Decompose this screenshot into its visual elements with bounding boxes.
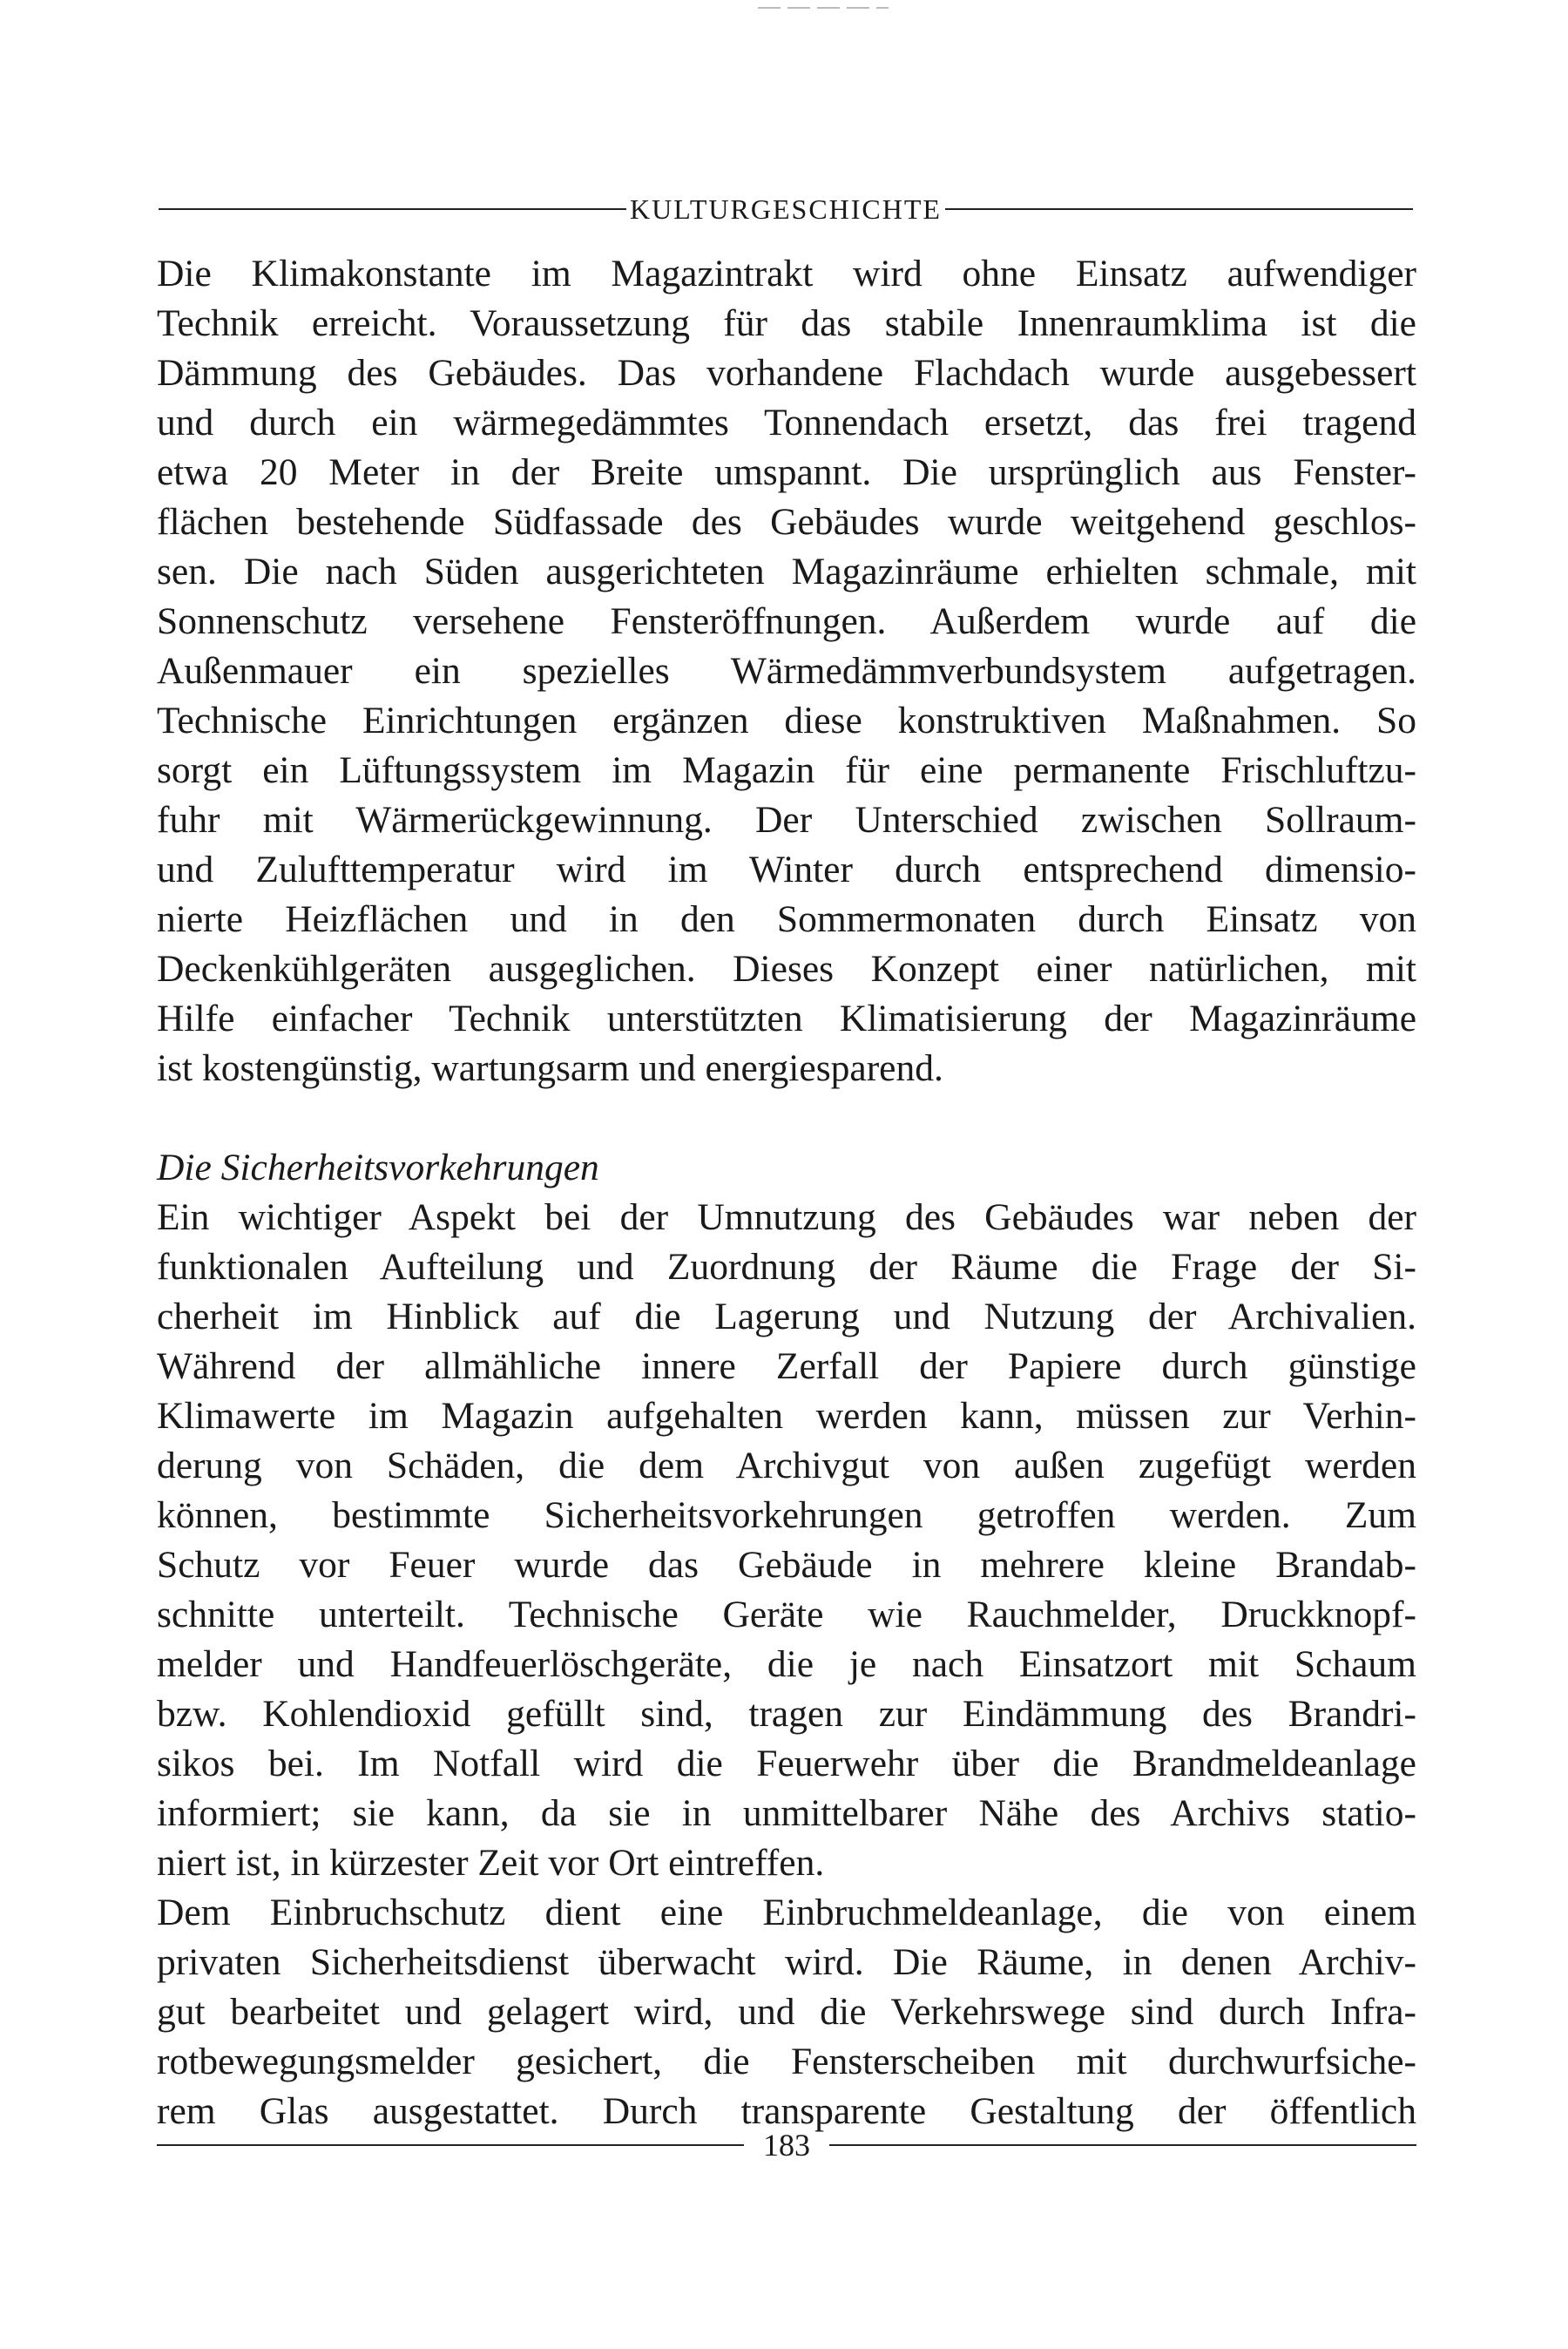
running-head-rule-right (945, 208, 1413, 210)
section-heading: Die Sicherheitsvorkehrungen (157, 1147, 599, 1188)
text-line: Ein wichtiger Aspekt bei der Umnutzung des Gebäudes war neben der (157, 1196, 1416, 1238)
paragraph-1 (157, 249, 1416, 1093)
text-line: Technik erreicht. Voraussetzung für das stabile Innenraumklima ist die (157, 302, 1416, 344)
running-head-title: KULTURGESCHICHTE (630, 193, 942, 225)
footer-rule-left (157, 2144, 744, 2146)
text-line: flächen bestehende Südfassade des Gebäudes wurde weitgehend geschlos- (157, 501, 1416, 543)
text-line: melder und Handfeuerlöschgeräte, die je nach Einsatzort mit Schaum (157, 1643, 1416, 1685)
text-line: können, bestimmte Sicherheitsvorkehrungen getroffen werden. Zum (157, 1494, 1416, 1536)
paragraph-gap (157, 1093, 1416, 1143)
footer-rule-right (829, 2144, 1416, 2146)
text-line: ist kostengünstig, wartungsarm und energiesparend. (157, 1047, 943, 1089)
text-line: nierte Heizflächen und in den Sommermonaten durch Einsatz von (157, 898, 1416, 940)
text-line: niert ist, in kürzester Zeit vor Ort eintreffen. (157, 1842, 825, 1884)
text-line: funktionalen Aufteilung und Zuordnung der Räume die Frage der Si- (157, 1246, 1416, 1288)
text-line: privaten Sicherheitsdienst überwacht wird. Die Räume, in denen Archiv- (157, 1941, 1416, 1983)
text-line: sen. Die nach Süden ausgerichteten Magazinräume erhielten schmale, mit (157, 551, 1416, 592)
text-line: informiert; sie kann, da sie in unmittelbarer Nähe des Archivs statio- (157, 1792, 1416, 1834)
text-line: Hilfe einfacher Technik unterstützten Klimatisierung der Magazinräume (157, 998, 1416, 1039)
text-line: Sonnenschutz versehene Fensteröffnungen. Außerdem wurde auf die (157, 600, 1416, 642)
paragraph-3 (157, 1888, 1416, 2136)
text-line: Klimawerte im Magazin aufgehalten werden kann, müssen zur Verhin- (157, 1395, 1416, 1437)
text-line: Die Klimakonstante im Magazintrakt wird ohne Einsatz aufwendiger (157, 253, 1416, 294)
body-text (157, 249, 1416, 2136)
page-number: 183 (763, 2128, 810, 2163)
text-line: etwa 20 Meter in der Breite umspannt. Die ursprünglich aus Fenster- (157, 451, 1416, 493)
text-line: derung von Schäden, die dem Archivgut von außen zugefügt werden (157, 1445, 1416, 1486)
text-line: Dämmung des Gebäudes. Das vorhandene Flachdach wurde ausgebessert (157, 352, 1416, 394)
text-line: schnitte unterteilt. Technische Geräte wie Rauchmelder, Druckknopf- (157, 1594, 1416, 1635)
text-line: fuhr mit Wärmerückgewinnung. Der Unterschied zwischen Sollraum- (157, 799, 1416, 841)
text-line: Technische Einrichtungen ergänzen diese konstruktiven Maßnahmen. So (157, 700, 1416, 741)
scan-artifact-dashes (758, 7, 889, 9)
text-line: Während der allmähliche innere Zerfall der Papiere durch günstige (157, 1345, 1416, 1387)
text-line: bzw. Kohlendioxid gefüllt sind, tragen zur Eindämmung des Brandri- (157, 1693, 1416, 1735)
paragraph-2 (157, 1193, 1416, 1888)
text-line: Außenmauer ein spezielles Wärmedämmverbundsystem aufgetragen. (157, 650, 1416, 692)
text-line: sorgt ein Lüftungssystem im Magazin für eine permanente Frischluftzu- (157, 749, 1416, 791)
text-line: und Zulufttemperatur wird im Winter durch entsprechend dimensio- (157, 849, 1416, 890)
text-line: rotbewegungsmelder gesichert, die Fensterscheiben mit durchwurfsiche- (157, 2041, 1416, 2082)
text-line: sikos bei. Im Notfall wird die Feuerwehr über die Brandmeldeanlage (157, 1743, 1416, 1784)
running-head (159, 190, 1413, 228)
text-line: cherheit im Hinblick auf die Lagerung und Nutzung der Archivalien. (157, 1296, 1416, 1337)
running-head-rule-left (159, 208, 626, 210)
text-line: Schutz vor Feuer wurde das Gebäude in mehrere kleine Brandab- (157, 1544, 1416, 1586)
text-line: rem Glas ausgestattet. Durch transparente Gestaltung der öffentlich (157, 2090, 1416, 2132)
page-footer (157, 2128, 1416, 2163)
text-line: und durch ein wärmegedämmtes Tonnendach ersetzt, das frei tragend (157, 402, 1416, 443)
text-line: gut bearbeitet und gelagert wird, und die Verkehrswege sind durch Infra- (157, 1991, 1416, 2033)
text-line: Deckenkühlgeräten ausgeglichen. Dieses Konzept einer natürlichen, mit (157, 948, 1416, 990)
text-line: Dem Einbruchschutz dient eine Einbruchmeldeanlage, die von einem (157, 1892, 1416, 1933)
